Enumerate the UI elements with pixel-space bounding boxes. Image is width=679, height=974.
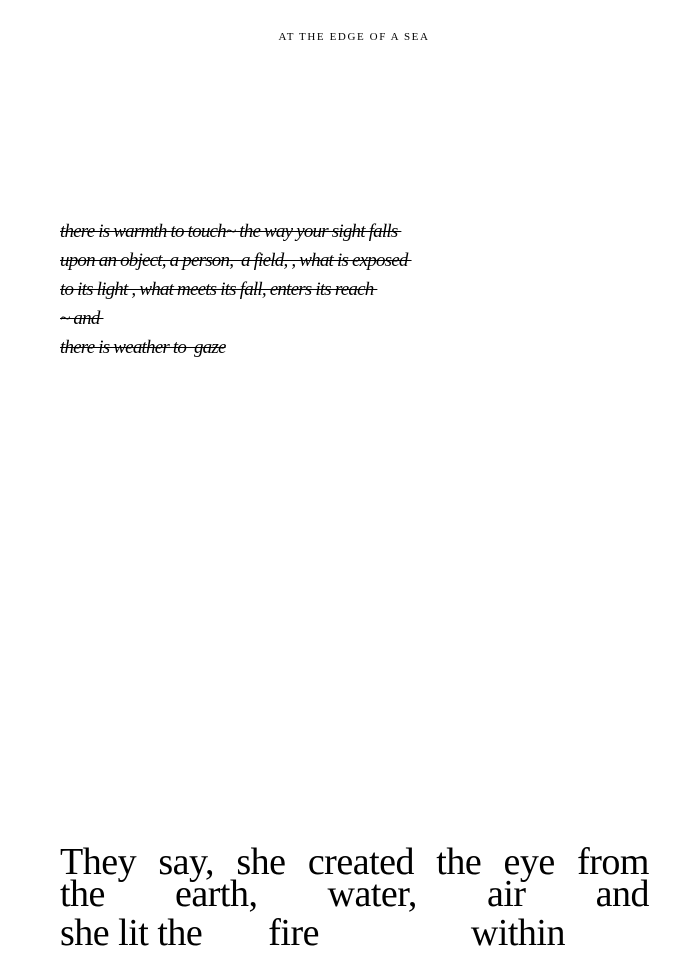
struck-line: there is warmth to touch~ the way your sight falls xyxy=(60,221,402,242)
verse-word: she lit the xyxy=(60,912,203,954)
verse-line xyxy=(60,841,649,883)
verse-word: she xyxy=(236,841,286,883)
verse-word: earth, xyxy=(175,873,258,915)
struck-passage xyxy=(60,217,530,362)
struck-line: there is weather to gaze xyxy=(60,337,226,358)
verse-word: created xyxy=(307,841,414,883)
verse-line xyxy=(60,873,649,915)
struck-line: ~ and xyxy=(60,308,104,329)
struck-line: upon an object, a person, a field, , what is exposed xyxy=(60,250,412,271)
verse-word: fire xyxy=(268,912,319,954)
struck-line: to its light , what meets its fall, enters its reach xyxy=(60,279,378,300)
verse-gap xyxy=(319,912,471,954)
verse-word: eye xyxy=(503,841,555,883)
verse-word: the xyxy=(436,841,482,883)
verse-word: from xyxy=(577,841,649,883)
closing-verse xyxy=(60,842,649,954)
verse-word: the xyxy=(60,873,105,915)
verse-line xyxy=(60,912,565,954)
verse-word: within xyxy=(470,912,565,954)
verse-word: say, xyxy=(158,841,215,883)
running-title: AT THE EDGE OF A SEA xyxy=(278,31,430,43)
verse-word: and xyxy=(595,873,649,915)
verse-gap xyxy=(202,912,268,954)
verse-word: water, xyxy=(327,873,417,915)
verse-word: air xyxy=(486,873,526,915)
verse-word: They xyxy=(60,841,137,883)
